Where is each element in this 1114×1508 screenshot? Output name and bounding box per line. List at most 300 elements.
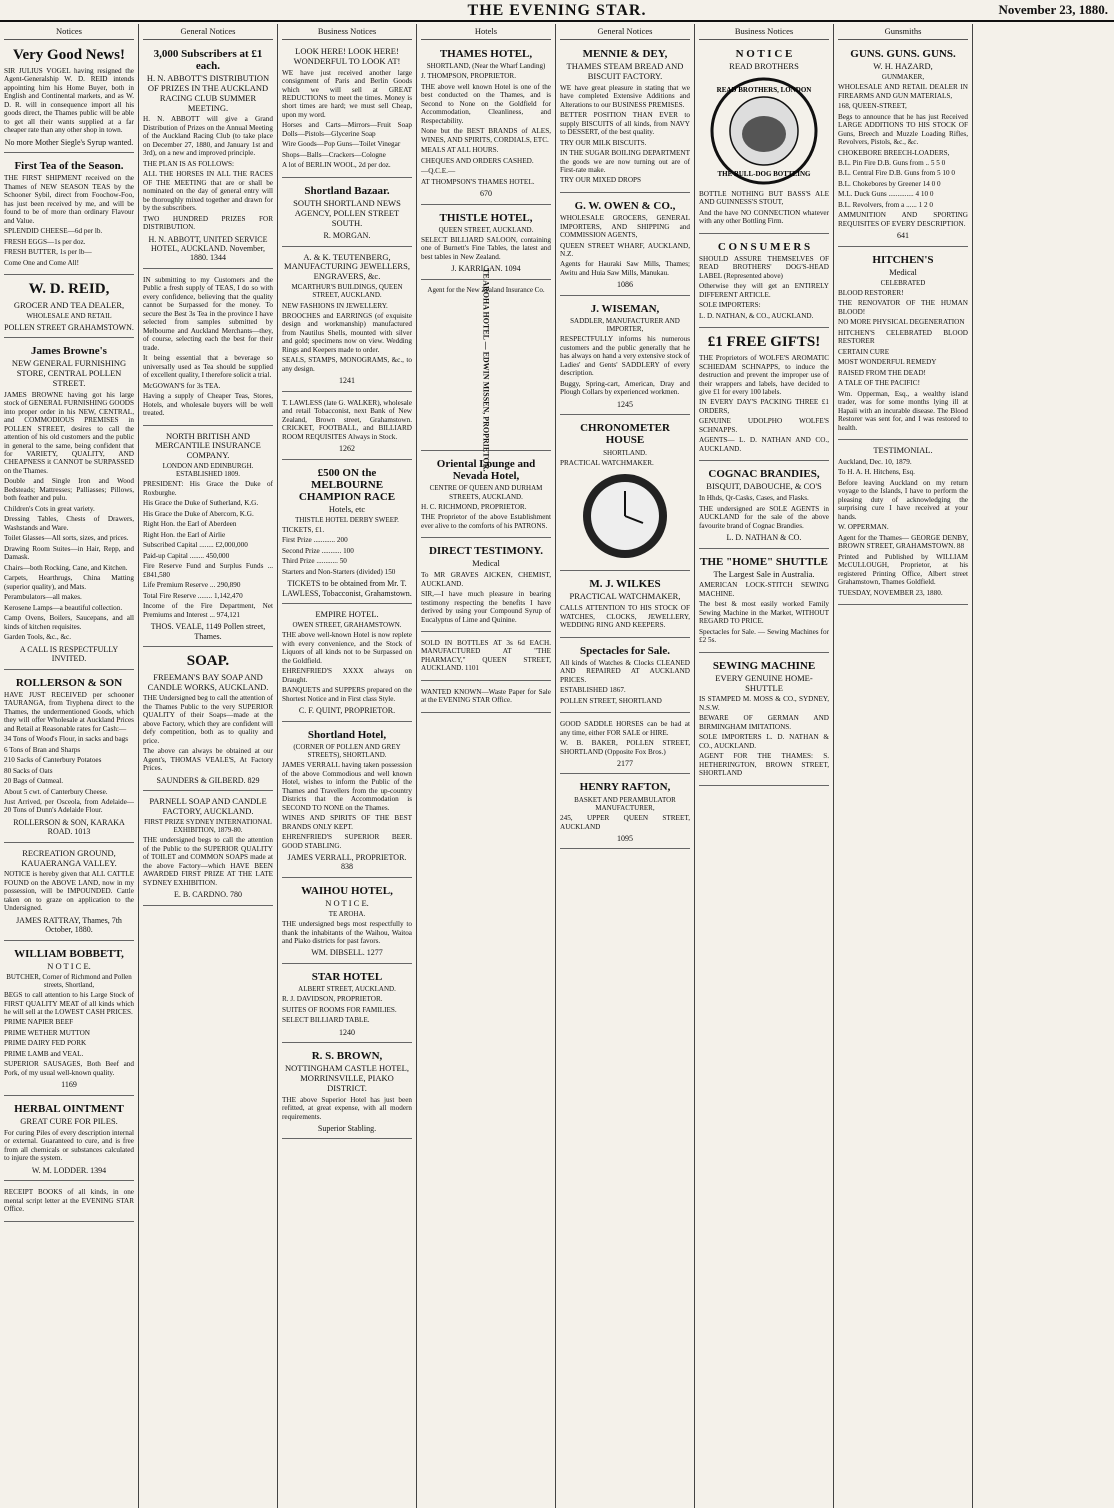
vertical-ad-text: TE AROHA HOTEL — EDWIN MISSEN, PROPRIETOR. — [481, 268, 491, 472]
ad-body-line: Horses and Carts—Mirrors—Fruit Soap Dolls—Pistols—Glycerine Soap — [282, 121, 412, 138]
ad-signature: No more Mother Siegle's Syrup wanted. — [4, 137, 134, 147]
ad-body-line: W. B. BAKER, POLLEN STREET, SHORTLAND (Opposite Fox Bros.) — [560, 739, 690, 756]
column-6 — [695, 24, 834, 1508]
advertisement — [560, 298, 690, 415]
ad-body-line: Paid-up Capital ........ 450,000 — [143, 551, 230, 560]
ad-body-line: B.L. Chokebores by Greener 14 0 0 — [838, 179, 941, 188]
ad-signature: POLLEN STREET GRAHAMSTOWN. — [4, 322, 134, 332]
ad-headline: Very Good News! — [13, 47, 125, 64]
ad-signature: ROLLERSON & SON, KARAKA ROAD. 1013 — [13, 817, 125, 837]
ad-body-line: BANQUETS and SUPPERS prepared on the Shortest Notice and in First class Style. — [282, 686, 412, 703]
ad-signature: L. D. NATHAN & CO. — [726, 533, 802, 543]
ad-subtitle: QUEEN STREET, AUCKLAND. — [438, 225, 534, 234]
ad-body-line: WE have just received another large consignment of Paris and Berlin Goods which we will sell at GREAT REDUCTIONS to meet the times. Money is short times are hard; we must sell Cheap, upon my word. — [282, 68, 412, 119]
ad-body-line: IN THE SUGAR BOILING DEPARTMENT the goods we are now turning out are of First-rate make. — [560, 149, 690, 174]
ad-body-line: CERTAIN CURE — [838, 347, 890, 356]
newspaper-title: THE EVENING STAR. — [467, 2, 647, 19]
clock-icon — [580, 471, 670, 561]
ad-body-line: SHOULD ASSURE THEMSELVES OF READ BROTHERS' DOG'S-HEAD LABEL (Represented above) — [699, 254, 829, 280]
ad-body-line: 245, UPPER QUEEN STREET, AUCKLAND — [560, 814, 690, 831]
ad-body-line: QUEEN STREET WHARF, AUCKLAND, N.Z. — [560, 241, 690, 258]
advertisement — [4, 943, 134, 1096]
ad-body-line: B.L. Revolvers, from a ...... 1 2 0 — [838, 200, 934, 209]
issue-date: November 23, 1880. — [998, 2, 1108, 17]
column-4 — [417, 24, 556, 1508]
ad-body-line: His Grace the Duke of Sutherland, K.G. — [143, 499, 259, 508]
column-section-heading: Business Notices — [282, 24, 412, 40]
ad-title: HITCHEN'S — [872, 253, 934, 266]
ad-body-line: AMERICAN LOCK-STITCH SEWING MACHINE. — [699, 581, 829, 598]
ad-title: GUNS. GUNS. GUNS. — [850, 48, 956, 61]
advertisement — [282, 1045, 412, 1139]
advertisement — [560, 776, 690, 849]
ad-body-line: Before leaving Auckland on my return voyage to the Islands, I have to perform the pleasing duty of acknowledging the surprising cure I have received at your hands. — [838, 478, 968, 521]
advertisement — [4, 155, 134, 275]
column-3 — [278, 24, 417, 1508]
ad-title: J. WISEMAN, — [590, 302, 660, 315]
ad-title: ROLLERSON & SON — [15, 676, 123, 689]
ad-body-line: 210 Sacks of Canterbury Potatoes — [4, 756, 102, 765]
ad-subtitle: TE AROHA. — [328, 909, 366, 918]
ad-body-line: B.L. Pin Fire D.B. Guns from .. 5 5 0 — [838, 159, 946, 167]
ad-subtitle: SHORTLAND. — [603, 448, 647, 457]
ad-title: G. W. OWEN & CO., — [574, 199, 676, 212]
ad-body-line: BLOOD RESTORER! — [838, 288, 904, 297]
ad-subtitle: Agent for the New Zealand Insurance Co. — [427, 285, 545, 294]
ad-subheading: NOTTINGHAM CASTLE HOTEL, MORRINSVILLE, PIAKO DISTRICT. — [285, 1063, 409, 1093]
ad-body-line: About 5 cwt. of Canterbury Cheese. — [4, 787, 108, 796]
ad-body-line: A TALE OF THE PACIFIC! — [838, 379, 920, 388]
ad-body-line: Auckland, Dec. 10, 1879. — [838, 457, 912, 466]
ad-subheading: GREAT CURE FOR PILES. — [20, 1115, 118, 1126]
ad-body-line: Wm. Opperman, Esq., a wealthy island trader, was for some months lying ill at Hapaii with an incurable disease. The Blood Restorer was sent for, and I was restored to health. — [838, 389, 968, 432]
ad-title: COGNAC BRANDIES, — [708, 468, 820, 481]
ad-title: CHRONOMETER HOUSE — [580, 422, 670, 447]
ad-body-line: RESPECTFULLY informs his numerous customers and the public generally that he has always on hand a very extensive stock of Ladies' and Gents' SADDLERY of every description. — [560, 335, 690, 378]
ad-body-line: BOTTLE NOTHING BUT BASS'S ALE AND GUINNESS'S STOUT, — [699, 189, 829, 207]
ad-subheading: Medical — [472, 558, 500, 569]
ad-body-line: Shops—Balls—Crackers—Cologne — [282, 150, 386, 159]
ad-body-line: SUITES OF ROOMS FOR FAMILIES. — [282, 1005, 397, 1014]
ad-body-line: IS STAMPED M. MOSS & CO., SYDNEY, N.S.W. — [699, 695, 829, 712]
ad-body-line: Perambulators—all makes. — [4, 593, 82, 602]
ad-body-line: CALLS ATTENTION TO HIS STOCK OF WATCHES, CLOCKS, JEWELLERY, WEDDING RING AND KEEPERS. — [560, 604, 690, 630]
ad-subtitle: SHORTLAND, (Near the Wharf Landing) — [426, 62, 546, 71]
advertisement — [838, 43, 968, 247]
ad-subtitle: BUTCHER, Corner of Richmond and Pollen streets, Shortland, — [6, 972, 132, 989]
ad-body-line: Total Fire Reserve ........ 1,142,470 — [143, 591, 243, 600]
ad-title: Shortland Bazaar. — [304, 184, 390, 197]
ad-body-line: Dressing Tables, Chests of Drawers, Washstands and Ware. — [4, 515, 134, 532]
ad-subheading: SOUTH SHORTLAND NEWS AGENCY, POLLEN STREET SOUTH. — [293, 197, 401, 228]
ad-body-line: Right Hon. the Earl of Airlie — [143, 530, 226, 539]
advertisement — [421, 683, 551, 713]
ad-body-line: PRIME DAIRY FED PORK — [4, 1039, 87, 1048]
ad-body-line: GENUINE UDOLPHO WOLFE'S SCHNAPPS. — [699, 417, 829, 434]
ad-body-line: McGOWAN'S for 3s TEA. — [143, 381, 221, 390]
ad-subheading: A. & K. TEUTENBERG, MANUFACTURING JEWELLERS, ENGRAVERS, &c. — [284, 251, 410, 282]
ad-body-line: 34 Tons of Wood's Flour, in sacks and bags — [4, 735, 129, 744]
ad-title: 3,000 Subscribers at £1 each. — [153, 48, 263, 73]
advertisement — [4, 340, 134, 669]
ad-body-line: Third Prize ............ 50 — [282, 557, 347, 566]
ad-subtitle: CENTRE OF QUEEN AND DURHAM STREETS, AUCKLAND. — [429, 484, 543, 501]
ad-body-line: WHOLESALE GROCERS, GENERAL IMPORTERS, AND SHIPPING and COMMISSION AGENTS, — [560, 214, 690, 240]
ad-signature: JAMES VERRALL, PROPRIETOR. 838 — [287, 853, 407, 872]
ad-body-line: TWO HUNDRED PRIZES FOR DISTRIBUTION. — [143, 214, 273, 232]
ad-body-line: PRACTICAL WATCHMAKER. — [560, 458, 654, 467]
ad-title: THE "HOME" SHUTTLE — [700, 555, 828, 568]
advertisement — [282, 462, 412, 605]
ad-title: STAR HOTEL — [311, 970, 383, 983]
ad-body-line: THE undersigned begs to call the attention of the Public to the SUPERIOR QUALITY of TOILET and COMMON SOAPS made at the above Factory—which HAVE BEEN AWARDED FIRST PRIZE AT THE LATE SYDNEY EXHIBITION. — [143, 836, 273, 887]
ad-body-line: Second Prize ........... 100 — [282, 546, 354, 555]
ad-signature: 1245 — [617, 399, 633, 409]
ad-subtitle: BASKET AND PERAMBULATOR MANUFACTURER, — [574, 795, 676, 812]
advertisement — [4, 1183, 134, 1221]
ad-body-line: Children's Cots in great variety. — [4, 504, 95, 513]
ad-body-line: THE Proprietors of WOLFE'S AROMATIC SCHIEDAM SCHNAPPS, to induce the destruction and prevent the improper use of their wrappers and labels, have decided to give £1 for every 100 labels. — [699, 354, 829, 396]
ad-body-line: SEALS, STAMPS, MONOGRAMS, &c., to any design. — [282, 356, 412, 373]
ad-body-line: WE have great pleasure in stating that we have completed Extensive Additions and Alterations to our BUSINESS PREMISES. — [560, 83, 690, 109]
ad-subheading: PARNELL SOAP AND CANDLE FACTORY, AUCKLAND. — [149, 796, 267, 816]
ad-body-line: CHOKEBORE BREECH-LOADERS, — [838, 148, 950, 157]
ad-body-line: Camp Ovens, Boilers, Saucepans, and all kinds of kitchen requisites. — [4, 614, 134, 631]
column-section-heading: Hotels — [421, 24, 551, 40]
ad-body-line: 6 Tons of Bran and Sharps — [4, 745, 81, 754]
advertisement — [282, 43, 412, 178]
ad-body-line: EHRENFRIED'S SUPERIOR BEER. GOOD STABLING. — [282, 833, 412, 850]
ad-body-line: A lot of BERLIN WOOL, 2d per doz. — [282, 161, 391, 170]
ad-body-line: For curing Piles of every description internal or external. Guaranteed to cure, and is free from all chemicals or substances calculated to injure the system. — [4, 1128, 134, 1163]
advertisement — [838, 442, 968, 605]
ad-subheading: W. H. HAZARD, — [873, 61, 933, 72]
column-5 — [556, 24, 695, 1508]
ad-subtitle: FIRST PRIZE SYDNEY INTERNATIONAL EXHIBITION, 1879-80. — [144, 817, 272, 834]
advertisement — [560, 640, 690, 714]
ad-title: Oriental Lounge and Nevada Hotel, — [436, 458, 536, 483]
column-1 — [0, 24, 139, 1508]
ad-body-line: 168, QUEEN-STREET, — [838, 102, 907, 111]
column-section-heading: General Notices — [560, 24, 690, 40]
ad-body-line: And the have NO CONNECTION whatever with any other Bottling Firm. — [699, 208, 829, 226]
ad-body-line: PRIME WETHER MUTTON — [4, 1028, 90, 1037]
bulldog-seal-icon — [709, 76, 819, 186]
ad-body-line: RECEIPT BOOKS of all kinds, in one mental script letter at the EVENING STAR Office. — [4, 1188, 134, 1214]
ad-body-line: IN submitting to my Customers and the Public a fresh supply of TEAS, I do so with every confidence, believing that the quality cannot be Surpassed for the money. To secure the Best 3s Tea in the province I have selected from samples submitted by Melbourne and Auckland Merchants—they, of course, selecting each the best for their trade. — [143, 275, 273, 352]
ad-body-line: AMMUNITION AND SPORTING REQUISITES OF EVERY DESCRIPTION. — [838, 211, 968, 228]
ad-subtitle: GUNMAKER, — [881, 72, 925, 81]
ad-signature: WM. DIBSELL. 1277 — [311, 948, 383, 958]
ad-title: DIRECT TESTIMONY. — [428, 545, 544, 558]
ad-subheading: TESTIMONIAL. — [873, 445, 933, 456]
ad-signature: E. B. CARDNO. 780 — [173, 890, 242, 900]
ad-signature: 1241 — [339, 376, 355, 386]
advertisement — [282, 180, 412, 247]
advertisement — [282, 394, 412, 460]
advertisement — [421, 634, 551, 681]
ad-body-line: THE Undersigned beg to call the attention of the Thames Public to the very SUPERIOR QUALITY of their Soaps—made at the above Factory, which they are confident will defy competition, both as to quality and price. — [143, 694, 273, 745]
ad-body-line: JAMES VERRALL having taken possession of the above Commodious and well known Hotel, wishes to inform the Public of the Thames and Travellers from the up-country Districts that the Accommodation is SECOND TO NONE on the Thames. — [282, 761, 412, 812]
advertisement — [282, 966, 412, 1043]
ad-subtitle: SADDLER, MANUFACTURER AND IMPORTER, — [570, 316, 680, 334]
ad-body-line: H. C. RICHMOND, PROPRIETOR. — [421, 502, 527, 511]
ad-body-line: NOTICE is hereby given that ALL CATTLE FOUND on the ABOVE LAND, now in my possession, will be IMPOUNDED. Cattle taken on to graze on application to the Undersigned. — [4, 870, 134, 913]
ad-signature: 2177 — [617, 759, 633, 768]
seal-bottom-text: THE BULL-DOG BOTTLING — [717, 169, 811, 178]
advertisement — [699, 655, 829, 786]
ad-body-line: SIR JULIUS VOGEL having resigned the Agent-Generalship W. D. REID intends appointing him his Home Buyer, both in English and Continental markets, and as W. D. R. will in consequence import all his goods direct, the Thames public will be able to get all their wants supplied at a far cheaper rate than any other shop in town. — [4, 66, 134, 135]
columns — [0, 24, 1114, 1508]
ad-body-line: WHOLESALE AND RETAIL DEALER IN FIREARMS AND GUN MATERIALS, — [838, 83, 968, 100]
ad-headline: W. D. REID, — [28, 281, 110, 298]
ad-title: WILLIAM BOBBETT, — [14, 947, 124, 960]
ad-body-line: J. THOMPSON, PROPRIETOR. — [421, 72, 516, 81]
ad-subheading: FREEMAN'S BAY SOAP AND CANDLE WORKS, AUCKLAND. — [147, 671, 269, 692]
ad-title: C O N S U M E R S — [717, 240, 811, 253]
ad-subheading: NORTH BRITISH AND MERCANTILE INSURANCE COMPANY. — [155, 430, 261, 461]
ad-body-line: THE PLAN IS AS FOLLOWS: — [143, 159, 235, 168]
ad-body-line: Carpets, Hearthrugs, China Matting (superior quality), and Mats. — [4, 574, 134, 591]
ad-body-line: MEALS AT ALL HOURS. — [421, 146, 499, 155]
advertisement — [699, 330, 829, 461]
advertisement — [143, 428, 273, 647]
advertisement — [421, 540, 551, 632]
ad-subheading: EVERY GENUINE HOME-SHUTTLE — [715, 672, 813, 693]
ad-title: James Browne's — [31, 345, 107, 358]
ad-body-line: SOLD IN BOTTLES AT 3s 6d EACH. MANUFACTURED AT "THE PHARMACY," QUEEN STREET, AUCKLAND. 1101 — [421, 639, 551, 673]
ad-title: THISTLE HOTEL, — [439, 211, 533, 224]
advertisement — [699, 236, 829, 328]
ad-body-line: Agent for the Thames— GEORGE DENBY, BROWN STREET, GRAHAMSTOWN. 88 — [838, 533, 968, 551]
advertisement — [143, 43, 273, 269]
ad-body-line: Printed and Published by WILLIAM McCULLOUGH, Proprietor, at his registered Printing Office, Albert street Grahamstown, Thames Goldfield. — [838, 552, 968, 587]
ad-body-line: Right Hon. the Earl of Aberdeen — [143, 520, 237, 529]
advertisement — [560, 573, 690, 637]
ad-signature: 1169 — [61, 1080, 77, 1090]
ad-body-line: ESTABLISHED 1867. — [560, 686, 626, 695]
ad-body-line: Spectacles for Sale. — Sewing Machines for £2 5s. — [699, 627, 829, 645]
ad-body-line: It being essential that a beverage so universally used as Tea should be supplied of excellent quality, I therefore solicit a trial. — [143, 354, 273, 380]
advertisement — [282, 880, 412, 964]
ad-body-line: NO MORE PHYSICAL DEGENERATION — [838, 318, 965, 327]
ad-body-line: EHRENFRIED'S XXXX always on Draught. — [282, 667, 412, 684]
ad-body-line: Life Premium Reserve ... 290,890 — [143, 581, 241, 590]
ad-body-line: Wire Goods—Pop Guns—Toilet Vinegar — [282, 140, 401, 149]
advertisement — [282, 606, 412, 721]
ad-body-line: WANTED KNOWN—Waste Paper for Sale at the EVENING STAR Office. — [421, 687, 551, 705]
ad-body-line: His Grace the Duke of Abercorn, K.G. — [143, 509, 254, 518]
ad-body-line: SOLE IMPORTERS L. D. NATHAN & CO., AUCKLAND. — [699, 733, 829, 750]
column-section-heading: Business Notices — [699, 24, 829, 40]
advertisement — [560, 43, 690, 193]
ad-body-line: SIR,—I have much pleasure in bearing testimony respecting the benefits I have derived by using your Compound Syrup of Eucalyptus of Lime and Quinine. — [421, 590, 551, 624]
seal-top-text: READ BROTHERS, LONDON — [716, 85, 812, 94]
ad-signature: 1240 — [339, 1027, 355, 1037]
ad-body-line: In Hhds, Qr-Casks, Cases, and Flasks. — [699, 494, 809, 503]
ad-body-line: MOST WONDERFUL REMEDY — [838, 358, 937, 367]
ad-body-line: To MR GRAVES AICKEN, CHEMIST, AUCKLAND. — [421, 571, 551, 588]
ad-subtitle: (CORNER OF POLLEN AND GREY STREETS), SHORTLAND. — [293, 742, 401, 759]
ad-body-line: M.L. Duck Guns .............. 4 10 0 — [838, 190, 934, 199]
ad-subtitle: LONDON AND EDINBURGH. ESTABLISHED 1809. — [162, 461, 254, 479]
ad-body-line: The best & most easily worked Family Sewing Machine in the Market, WITHOUT REGARD TO PRICE. — [699, 600, 829, 626]
ad-body-line: SUPERIOR SAUSAGES, Both Beef and Pork, of my usual well-known quality. — [4, 1060, 134, 1077]
ad-body-line: THE Proprietor of the above Establishment ever alive to the comforts of his PATRONS. — [421, 513, 551, 530]
column-8 — [973, 24, 1112, 1508]
ad-body-line: BETTER POSITION THAN EVER to supply BISCUITS of all kinds, from NAVY to DESSERT, of the best quality. — [560, 111, 690, 137]
ad-signature: 641 — [897, 231, 909, 241]
ad-body-line: Toilet Glasses—All sorts, sizes, and prices. — [4, 534, 129, 543]
ad-body-line: —Q.C.E.— — [421, 167, 456, 176]
ad-body-line: W. OPPERMAN. — [838, 523, 889, 532]
ad-body-line: PRIME LAMB and VEAL. — [4, 1049, 84, 1058]
column-2 — [139, 24, 278, 1508]
ad-title: SEWING MACHINE — [712, 659, 816, 672]
ad-signature: J. KARRIGAN. 1094 — [451, 264, 521, 274]
ad-title: N O T I C E — [735, 48, 793, 61]
column-section-heading: General Notices — [143, 24, 273, 40]
ad-body-line: THE undersigned begs most respectfully to thank the inhabitants of the Waihou, Waitoa and Piako districts for past favors. — [282, 920, 412, 945]
ad-body-line: Subscribed Capital ........ £2,000,000 — [143, 541, 248, 550]
ad-body-line: None but the BEST BRANDS of ALES, WINES, AND SPIRITS, CORDIALS, ETC. — [421, 127, 551, 144]
ad-title: R. S. BROWN, — [311, 1050, 383, 1063]
ad-subtitle: WHOLESALE AND RETAIL — [26, 311, 112, 320]
ad-signature: Superior Stabling. — [317, 1123, 377, 1133]
ad-body-line: Double and Single Iron and Wood Bedsteads; Mattresses; Palliasses; Pillows, both feather and pulu. — [4, 477, 134, 503]
ad-subtitle: MCARTHUR'S BUILDINGS, QUEEN STREET, AUCKLAND. — [291, 283, 403, 300]
ad-body-line: FRESH BUTTER, 1s per lb— — [4, 248, 92, 257]
ad-body-line: Just Arrived, per Osceola, from Adelaide—20 Tons of Dunn's Adelaide Flour. — [4, 797, 134, 815]
advertisement — [4, 1098, 134, 1181]
ad-signature: 1262 — [339, 444, 355, 454]
ad-body-line: Garden Tools, &c., &c. — [4, 633, 72, 642]
ad-signature: H. N. ABBOTT, UNITED SERVICE HOTEL, AUCKLAND. November, 1880. 1344 — [148, 234, 268, 263]
ad-subheading: The Largest Sale in Australia. — [713, 568, 815, 579]
ad-title: Spectacles for Sale. — [580, 644, 670, 657]
ad-body-line: T. LAWLESS (late G. WALKER), wholesale and retail Tobacconist, next Bank of New Zealand, Brown street, Grahamstown. CRICKET, FOOTBALL, and BILLIARD ROOM REQUISITES Always in Stock. — [282, 398, 412, 441]
ad-title: HERBAL OINTMENT — [14, 1102, 124, 1115]
ad-body-line: SELECT BILLIARD TABLE. — [282, 1016, 370, 1025]
ad-subheading: GROCER AND TEA DEALER, — [13, 299, 125, 310]
ad-body-line: L. D. NATHAN, & CO., AUCKLAND. — [699, 311, 814, 320]
ad-signature: 1095 — [617, 834, 633, 843]
ad-subheading: NEW GENERAL FURNISHING STORE, CENTRAL POLLEN STREET. — [11, 358, 127, 388]
ad-title: First Tea of the Season. — [14, 160, 124, 173]
ad-body-line: SELECT BILLIARD SALOON, containing one of Burnett's Fine Tables, the latest and best tables in New Zealand. — [421, 235, 551, 261]
ad-signature: C. F. QUINT, PROPRIETOR. — [298, 706, 396, 716]
ad-body-line: Begs to announce that he has just Received LARGE ADDITIONS TO HIS STOCK OF Guns, Breech and Muzzle Loading Rifles, Revolvers, Pistols, &c., &c. — [838, 112, 968, 147]
ad-title: Shortland Hotel, — [307, 728, 387, 741]
ad-title: £500 ON the MELBOURNE CHAMPION RACE — [298, 466, 396, 503]
ad-body-line: TRY OUR MILK BISCUITS. — [560, 138, 647, 147]
ad-subheading: BISQUIT, DABOUCHE, & CO'S — [706, 481, 822, 492]
ad-body-line: HITCHEN'S CELEBRATED BLOOD RESTORER — [838, 328, 968, 346]
ad-body-line: Drawing Room Suites—in Hair, Repp, and Damask. — [4, 544, 134, 562]
ad-subheading: READ BROTHERS — [729, 61, 799, 72]
ad-body-line: WINES AND SPIRITS OF THE BEST BRANDS ONLY KEPT. — [282, 814, 412, 831]
ad-body-line: SPLENDID CHEESE—6d per lb. — [4, 227, 103, 236]
advertisement — [143, 649, 273, 791]
ad-subheading: LOOK HERE! LOOK HERE! WONDERFUL TO LOOK AT! — [293, 46, 401, 66]
ad-signature: THOS. VEALE, 1149 Pollen street, Thames. — [150, 622, 266, 641]
ad-body-line: Starters and Non-Starters (divided) 150 — [282, 567, 396, 576]
ad-subheading: N O T I C E. — [47, 960, 91, 971]
ad-title: WAIHOU HOTEL, — [301, 884, 393, 897]
ad-body-line: PRESIDENT: His Grace the Duke of Roxburghe. — [143, 480, 273, 497]
ad-body-line: Buggy, Spring-cart, American, Dray and Plough Collars by experienced workmen. — [560, 379, 690, 397]
ad-signature: 1086 — [617, 280, 633, 290]
ad-body-line: To H. A. H. Hitchens, Esq. — [838, 468, 915, 477]
ad-body-line: Income of the Fire Department, Net Premiums and Interest ... 974,121 — [143, 602, 273, 619]
ad-body-line: PRIME NAPIER BEEF — [4, 1018, 74, 1027]
ad-signature: 670 — [480, 189, 492, 199]
advertisement — [421, 43, 551, 205]
ad-body-line: TRY OUR MIXED DROPS — [560, 176, 642, 185]
ad-subheading: EMPIRE HOTEL. — [315, 609, 379, 620]
ad-title: HENRY RAFTON, — [579, 781, 671, 794]
ad-body-line: The above can always be obtained at our Agent's, THOMAS VEALE'S, At Factory Prices. — [143, 747, 273, 773]
ad-body-line: THE above well-known Hotel is now replete with every convenience, and the Stock of Liquors of all kinds not to be Surpassed on the Goldfield. — [282, 631, 412, 665]
advertisement — [699, 43, 829, 234]
ad-body-line: TICKETS, £1. — [282, 525, 325, 534]
ad-subheading: N O T I C E. — [325, 898, 369, 908]
column-section-heading: Notices — [4, 24, 134, 40]
ad-title: M. J. WILKES — [589, 578, 661, 591]
ad-subtitle: CELEBRATED — [880, 278, 926, 287]
ad-body-line: POLLEN STREET, SHORTLAND — [560, 696, 662, 705]
ad-body-line: R. J. DAVIDSON, PROPRIETOR. — [282, 995, 383, 1004]
ad-body-line: Otherwise they will get an ENTIRELY DIFFERENT ARTICLE. — [699, 282, 829, 299]
ad-body-line: NEW FASHIONS IN JEWELLERY. — [282, 301, 388, 310]
advertisement — [4, 672, 134, 843]
advertisement — [143, 793, 273, 905]
masthead — [0, 0, 1114, 22]
ad-subheading: H. N. ABBOTT'S DISTRIBUTION OF PRIZES IN THE AUCKLAND RACING CLUB SUMMER MEETING. — [146, 73, 270, 113]
ad-body-line: BEWARE OF GERMAN AND BIRMINGHAM IMITATIONS. — [699, 714, 829, 731]
ad-subtitle: THISTLE HOTEL DERBY SWEEP. — [295, 515, 399, 524]
ad-body-line: AGENTS— L. D. NATHAN AND CO., AUCKLAND. — [699, 436, 829, 453]
ad-body-line: 80 Sacks of Oats — [4, 766, 53, 775]
advertisement — [560, 195, 690, 296]
ad-signature: JAMES RATTRAY, Thames, 7th October, 1880. — [16, 915, 122, 935]
ad-subheading: THAMES STEAM BREAD AND BISCUIT FACTORY. — [566, 61, 684, 81]
ad-signature: TICKETS to be obtained from Mr. T. LAWLESS, Tobacconist, Grahamstown. — [282, 579, 412, 598]
ad-body-line: THE undersigned are SOLE AGENTS in AUCKLAND for the sale of the above favourite brand of Cognac Brandies. — [699, 504, 829, 530]
ad-subtitle: ALBERT STREET, AUCKLAND. — [298, 985, 396, 993]
advertisement — [4, 277, 134, 338]
advertisement — [699, 551, 829, 653]
ad-body-line: Come One and Come All! — [4, 258, 80, 267]
ad-body-line: SOLE IMPORTERS: — [699, 301, 761, 310]
ad-body-line: JAMES BROWNE having got his large stock of GENERAL FURNISHING GOODS into proper order in his NEW, CENTRAL, and COMMODIOUS PREMISES in POLLEN STREET, desires to call the attention of his old customers and the public in general to the same, being confident that for VARIETY, QUALITY, AND CHEAPNESS it CANNOT be SURPASSED on the Thames. — [4, 390, 134, 475]
ad-body-line: THE above Superior Hotel has just been refitted, at great expense, with all modern requirements. — [282, 1095, 412, 1121]
ad-body-line: AT THOMPSON'S THAMES HOTEL. — [421, 177, 535, 186]
advertisement — [282, 724, 412, 878]
column-7 — [834, 24, 973, 1508]
advertisement — [143, 271, 273, 426]
ad-title: MENNIE & DEY, — [582, 48, 668, 61]
ad-body-line: Fire Reserve Fund and Surplus Funds ... £841,580 — [143, 562, 273, 579]
advertisement — [4, 845, 134, 941]
ad-signature: A CALL IS RESPECTFULLY INVITED. — [19, 644, 119, 664]
ad-body-line: Agents for Hauraki Saw Mills, Thames; Awitu and Huia Saw Mills, Manukau. — [560, 260, 690, 277]
ad-body-line: Having a supply of Cheaper Teas, Stores, Hotels, and wholesale buyers will be well treated. — [143, 392, 273, 418]
ad-subheading: Medical — [889, 266, 917, 277]
ad-body-line: THE RENOVATOR OF THE HUMAN BLOOD! — [838, 299, 968, 316]
ad-body-line: RAISED FROM THE DEAD! — [838, 368, 926, 377]
ad-subheading: PRACTICAL WATCHMAKER, — [569, 591, 681, 602]
